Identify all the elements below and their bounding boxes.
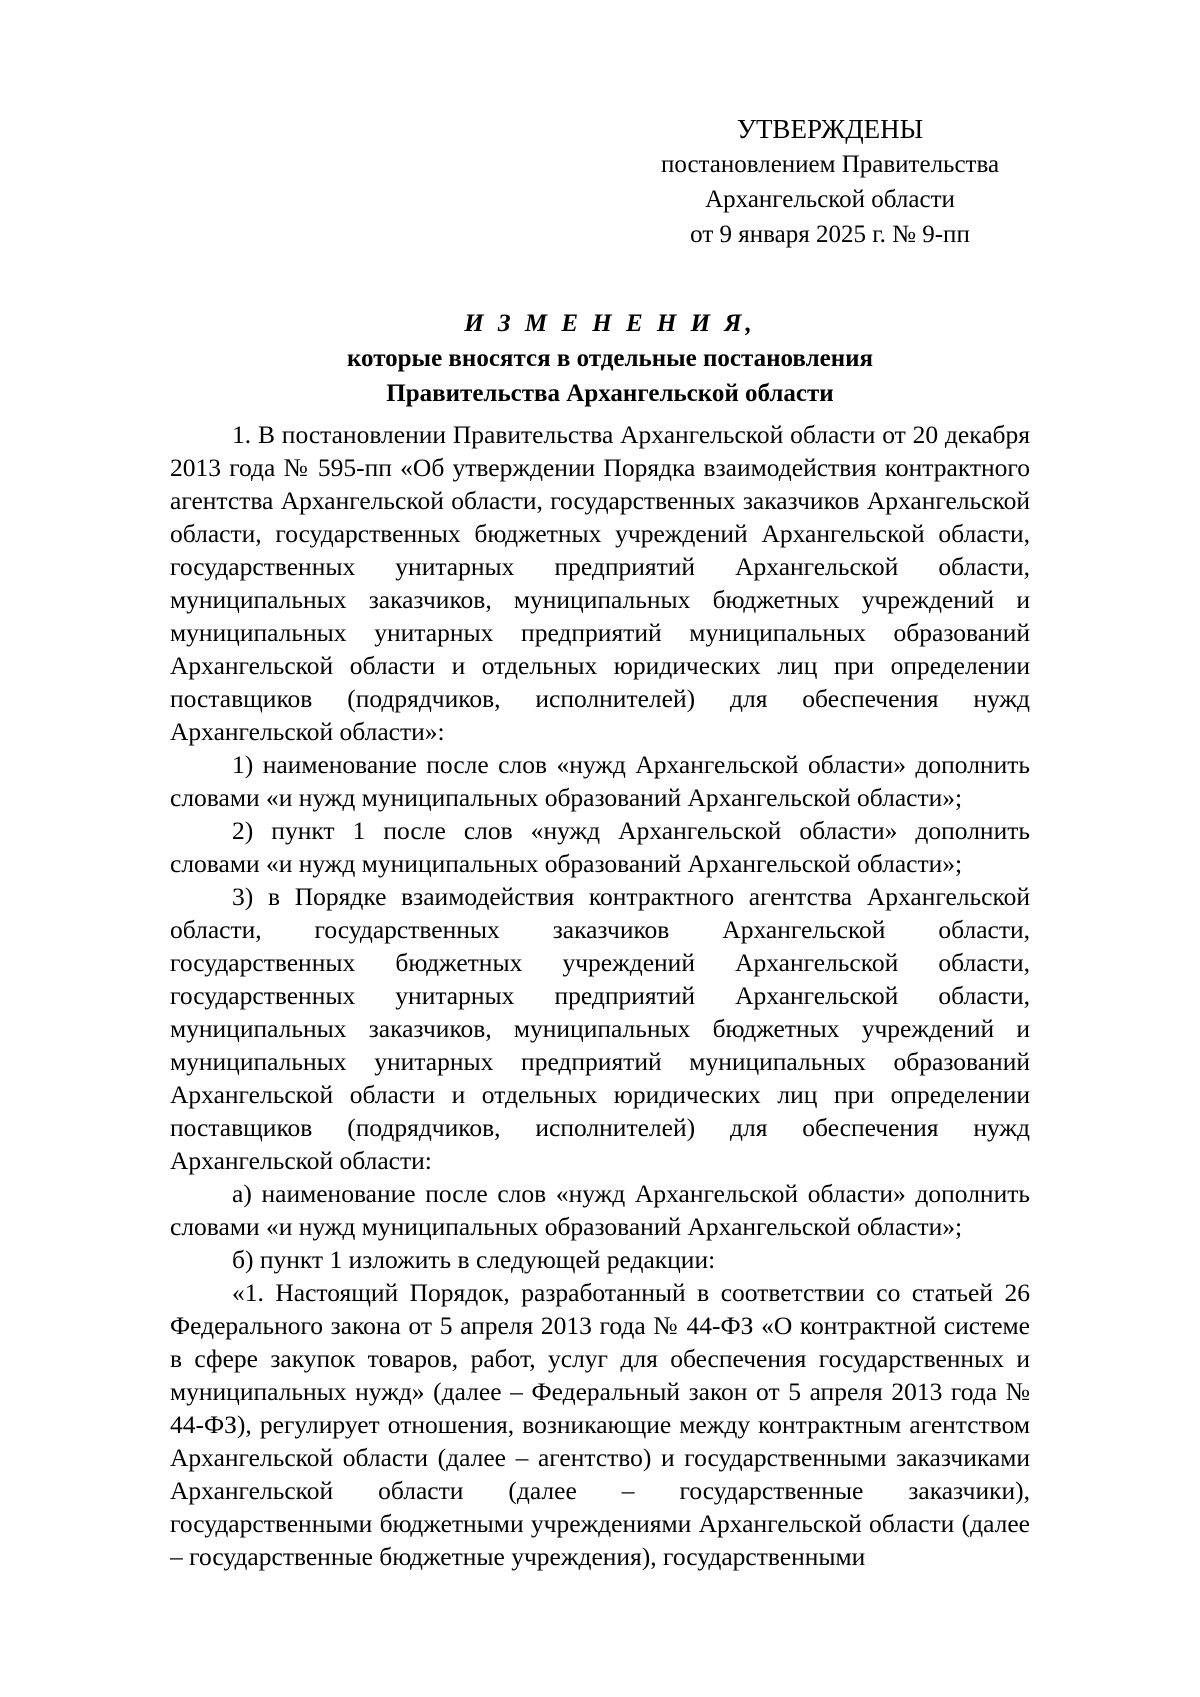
heading-subtitle: Правительства Архангельской области bbox=[386, 380, 834, 407]
approval-date: от 9 января 2025 г. № 9-пп bbox=[690, 221, 970, 248]
approval-title: УТВЕРЖДЕНЫ bbox=[736, 114, 924, 144]
document-body bbox=[170, 418, 1030, 1573]
paragraph: а) наименование после слов «нужд Архангельской области» дополнить словами «и нужд муниципальных образований Архангельской области»; bbox=[170, 1179, 1030, 1241]
heading-subtitle: которые вносятся в отдельные постановления bbox=[346, 345, 874, 372]
paragraph: 3) в Порядке взаимодействия контрактного агентства Архангельской области, государственных заказчиков Архангельской области, государственных бюджетных учреждений Архангельской области, государственных унитарных предприятий Архангельской области, муниципальных заказчиков, муниципальных бюджетных учреждений и муниципальных унитарных предприятий муниципальных образований Архангельской области и отдельных юридических лиц при определении поставщиков (подрядчиков, исполнителей) для обеспечения нужд Архангельской области: bbox=[170, 882, 1030, 1175]
paragraph: б) пункт 1 изложить в следующей редакции: bbox=[232, 1245, 716, 1274]
document-heading bbox=[170, 306, 1050, 411]
approval-stamp bbox=[650, 112, 1010, 252]
approval-line: Архангельской области bbox=[705, 186, 955, 213]
paragraph: 2) пункт 1 после слов «нужд Архангельской области» дополнить словами «и нужд муниципальных образований Архангельской области»; bbox=[170, 816, 1030, 878]
approval-line: постановлением Правительства bbox=[660, 151, 1000, 178]
paragraph: 1. В постановлении Правительства Архангельской области от 20 декабря 2013 года № 595-пп «Об утверждении Порядка взаимодействия контрактного агентства Архангельской области, государственных заказчиков Архангельской области, государственных бюджетных учреждений Архангельской области, государственных унитарных предприятий Архангельской области, муниципальных заказчиков, муниципальных бюджетных учреждений и муниципальных унитарных предприятий муниципальных образований Архангельской области и отдельных юридических лиц при определении поставщиков (подрядчиков, исполнителей) для обеспечения нужд Архангельской области»: bbox=[170, 420, 1030, 746]
heading-title: И З М Е Н Е Н И Я, bbox=[464, 310, 756, 337]
paragraph: 1) наименование после слов «нужд Архангельской области» дополнить словами «и нужд муниципальных образований Архангельской области»; bbox=[170, 750, 1030, 812]
paragraph: «1. Настоящий Порядок, разработанный в соответствии со статьей 26 Федерального закона от 5 апреля 2013 года № 44-ФЗ «О контрактной системе в сфере закупок товаров, работ, услуг для обеспечения государственных и муниципальных нужд» (далее – Федеральный закон от 5 апреля 2013 года № 44-ФЗ), регулирует отношения, возникающие между контрактным агентством Архангельской области (далее – агентство) и государственными заказчиками Архангельской области (далее – государственные заказчики), государственными бюджетными учреждениями Архангельской области (далее – государственные бюджетные учреждения), государственными bbox=[170, 1278, 1030, 1571]
